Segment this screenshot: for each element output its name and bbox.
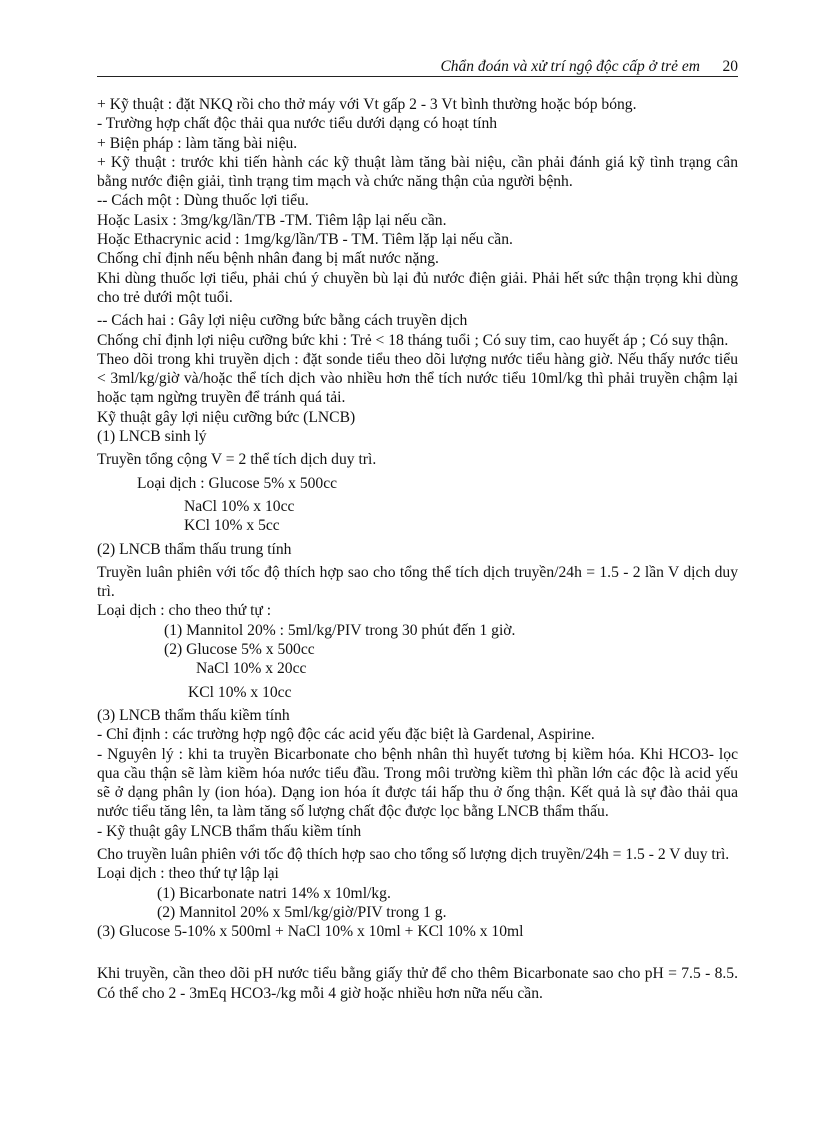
paragraph: + Kỹ thuật : đặt NKQ rồi cho thở máy với Vt gấp 2 - 3 Vt bình thường hoặc bóp bóng. (97, 96, 637, 113)
formula-line: KCl 10% x 5cc (184, 517, 280, 535)
list-item: (1) Mannitol 20% : 5ml/kg/PIV trong 30 phút đến 1 giờ. (164, 621, 516, 639)
paragraph: Khi dùng thuốc lợi tiểu, phải chú ý chuyền bù lại đủ nước điện giải. Phải hết sức thận trọng khi dùng cho trẻ dưới một tuổi. (97, 269, 738, 306)
list-item: (1) Bicarbonate natri 14% x 10ml/kg. (157, 884, 391, 902)
list-item: (2) Mannitol 20% x 5ml/kg/giờ/PIV trong 1 g. (157, 903, 447, 921)
paragraph: Chống chỉ định lợi niệu cưỡng bức khi : Trẻ < 18 tháng tuổi ; Có suy tim, cao huyết áp ; Có suy thận. (97, 331, 729, 349)
paragraph: Truyền tổng cộng V = 2 thể tích dịch duy trì. (97, 451, 377, 469)
paragraph: Theo dõi trong khi truyền dịch : đặt sonde tiểu theo dõi lượng nước tiểu hàng giờ. Nếu thấy nước tiểu < 3ml/kg/giờ và/hoặc thể tích dịch vào nhiều hơn thể tích nước tiểu 10ml/kg thì phải truyền chậm lại hoặc tạm ngừng truyền để tránh quá tải. (97, 350, 738, 407)
paragraph: Khi truyền, cần theo dõi pH nước tiểu bằng giấy thử để cho thêm Bicarbonate sao cho pH = 7.5 - 8.5. Có thể cho 2 - 3mEq HCO3-/kg mỗi 4 giờ hoặc nhiều hơn nữa nếu cần. (97, 965, 738, 1002)
paragraph: Hoặc Ethacrynic acid : 1mg/kg/lần/TB - TM. Tiêm lặp lại nếu cần. (97, 231, 513, 249)
paragraph: Loại dịch : theo thứ tự lập lại (97, 865, 279, 883)
paragraph: - Trường hợp chất độc thải qua nước tiểu dưới dạng có hoạt tính (97, 115, 498, 133)
paragraph: + Biện pháp : làm tăng bài niệu. (97, 134, 298, 152)
paragraph: - Nguyên lý : khi ta truyền Bicarbonate cho bệnh nhân thì huyết tương bị kiềm hóa. Khi HCO3- lọc qua cầu thận sẽ làm kiềm hóa nước tiểu đầu. Trong môi trường kiềm thì phần lớn các độc là acid yếu sẽ ở dạng phân ly (ion hóa). Dạng ion hóa ít được tái hấp thu ở ống thận. Kết quả là sự đào thải qua nước tiểu tăng lên, ta làm tăng số lượng chất độc được lọc bằng LNCB thẩm thấu. (97, 745, 738, 821)
paragraph: + Kỹ thuật : trước khi tiến hành các kỹ thuật làm tăng bài niệu, cần phải đánh giá kỹ tình trạng cân bằng nước điện giải, tình trạng tim mạch và chức năng thận của người bệnh. (97, 153, 738, 191)
subsection-heading: (2) LNCB thẩm thấu trung tính (97, 540, 292, 558)
formula-line: Loại dịch : Glucose 5% x 500cc (137, 474, 338, 492)
page-number: 20 (722, 58, 738, 75)
list-item: (3) Glucose 5-10% x 500ml + NaCl 10% x 10ml + KCl 10% x 10ml (97, 923, 524, 941)
paragraph: Loại dịch : cho theo thứ tự : (97, 602, 272, 620)
paragraph: -- Cách hai : Gây lợi niệu cưỡng bức bằng cách truyền dịch (97, 312, 468, 330)
paragraph: Hoặc Lasix : 3mg/kg/lần/TB -TM. Tiêm lập lại nếu cần. (97, 211, 447, 229)
formula-line: KCl 10% x 10cc (188, 683, 292, 701)
header-title: Chẩn đoán và xử trí ngộ độc cấp ở trẻ em (440, 58, 700, 75)
page-body (97, 95, 738, 1003)
subsection-heading: (3) LNCB thẩm thấu kiềm tính (97, 706, 290, 724)
formula-line: NaCl 10% x 20cc (196, 660, 307, 678)
subsection-heading: (1) LNCB sinh lý (97, 428, 207, 446)
paragraph: - Chỉ định : các trường hợp ngộ độc các acid yếu đặc biệt là Gardenal, Aspirine. (97, 726, 595, 744)
paragraph: -- Cách một : Dùng thuốc lợi tiểu. (97, 192, 309, 210)
paragraph: - Kỹ thuật gây LNCB thẩm thấu kiềm tính (97, 822, 362, 840)
running-header (97, 58, 738, 77)
list-item: (2) Glucose 5% x 500cc (164, 641, 315, 659)
paragraph: Cho truyền luân phiên với tốc độ thích hợp sao cho tổng số lượng dịch truyền/24h = 1.5 - 2 V duy trì. (97, 845, 730, 863)
paragraph: Chống chỉ định nếu bệnh nhân đang bị mất nước nặng. (97, 250, 439, 268)
formula-line: NaCl 10% x 10cc (184, 497, 295, 515)
section-heading: Kỹ thuật gây lợi niệu cưỡng bức (LNCB) (97, 408, 356, 426)
paragraph: Truyền luân phiên với tốc độ thích hợp sao cho tổng thể tích dịch truyền/24h = 1.5 - 2 lần V dịch duy trì. (97, 563, 738, 601)
